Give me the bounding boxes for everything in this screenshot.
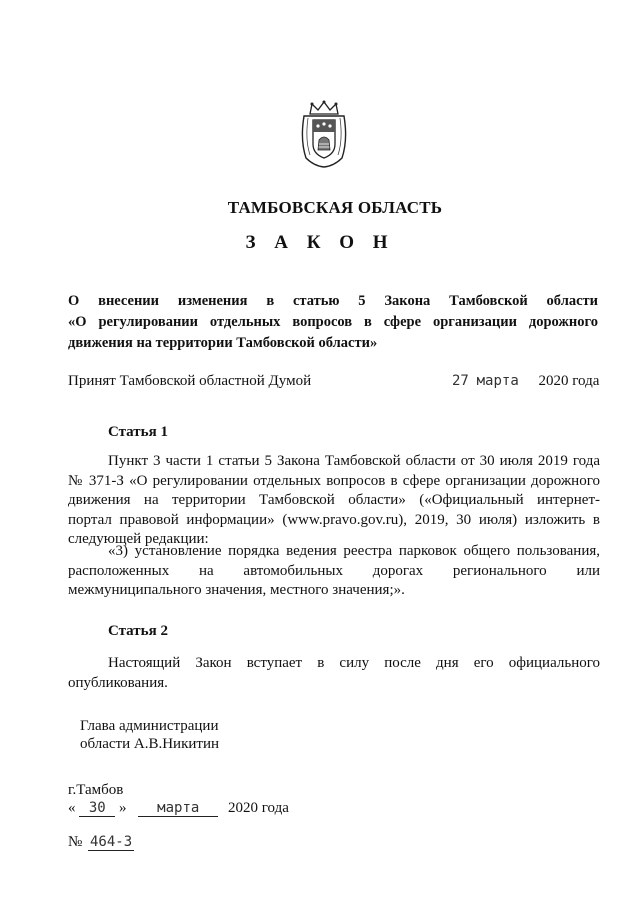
signing-year: 2020 года xyxy=(228,800,289,816)
coat-of-arms-icon xyxy=(298,100,350,168)
number-label: № xyxy=(68,834,83,850)
signing-date xyxy=(68,800,289,817)
quote-open: « xyxy=(68,800,76,816)
law-number xyxy=(68,834,134,851)
article-1-paragraph-2 xyxy=(68,542,600,601)
law-title-line: движения на территории Тамбовской области» xyxy=(68,335,378,351)
paragraph-line: межмуниципального значения, местного значения;». xyxy=(68,582,405,598)
paragraph-line: Настоящий Закон вступает в силу после дня его официального xyxy=(108,655,600,671)
adopted-month: марта xyxy=(476,373,519,389)
signature-name: области А.В.Никитин xyxy=(80,736,220,752)
article-2-title: Статья 2 xyxy=(108,623,168,639)
paragraph-line: движения на территории Тамбовской области» («Официальный интернет- xyxy=(68,492,600,508)
adopted-day: 27 xyxy=(452,373,469,389)
paragraph-line: «3) установление порядка ведения реестра парковок общего пользования, xyxy=(108,543,600,559)
adopted-by-text: Принят Тамбовской областной Думой xyxy=(68,373,312,389)
city: г.Тамбов xyxy=(68,782,124,798)
adopted-year: 2020 года xyxy=(538,373,600,389)
paragraph-line: расположенных на автомобильных дорогах регионального или xyxy=(68,562,600,579)
law-title-line: «О регулировании отдельных вопросов в сфере организации дорожного xyxy=(68,314,598,330)
signing-month: марта xyxy=(138,801,218,817)
signature-position: Глава администрации xyxy=(80,718,219,734)
region-heading: ТАМБОВСКАЯ ОБЛАСТЬ xyxy=(227,198,443,217)
paragraph-line: Пункт 3 части 1 статьи 5 Закона Тамбовской области от 30 июля 2019 года xyxy=(108,453,600,469)
article-2-paragraph xyxy=(68,654,600,693)
article-1-title: Статья 1 xyxy=(108,424,168,440)
quote-close: » xyxy=(119,800,127,816)
number-value: 464-З xyxy=(89,834,133,850)
paragraph-line: следующей редакции: xyxy=(68,531,209,547)
signing-day: 30 xyxy=(79,801,115,817)
document-type-heading: З А К О Н xyxy=(245,232,395,253)
paragraph-line: № 371-З «О регулировании отдельных вопросов в сфере организации дорожного xyxy=(68,472,600,489)
paragraph-line: опубликования. xyxy=(68,674,168,691)
law-title-line: О внесении изменения в статью 5 Закона Тамбовской области xyxy=(68,293,598,309)
adopted-date xyxy=(452,373,599,390)
article-1-paragraph-1 xyxy=(68,452,600,550)
paragraph-line: портал правовой информации» (www.pravo.gov.ru), 2019, 30 июля) изложить в xyxy=(68,511,600,528)
law-title xyxy=(68,291,598,354)
